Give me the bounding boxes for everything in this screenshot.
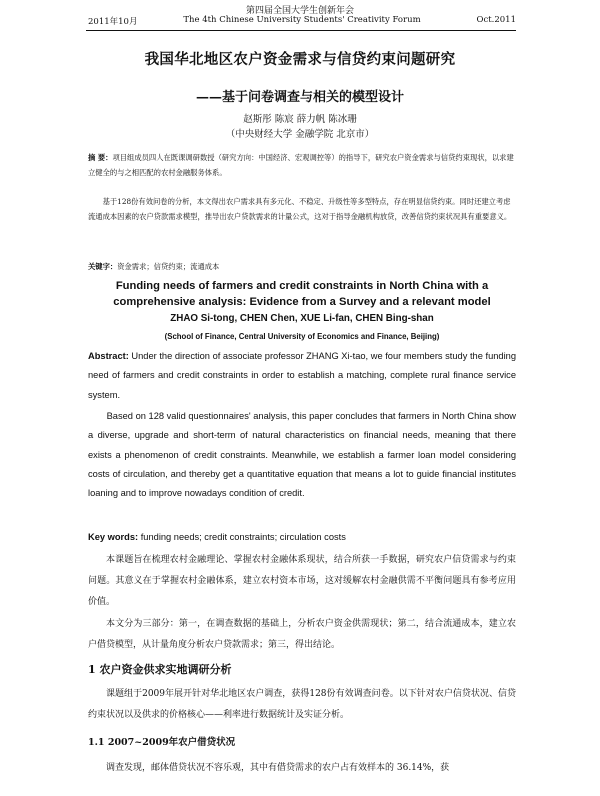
abstract-cn-p1 [88, 150, 516, 180]
english-title: Funding needs of farmers and credit constraints in North China with a comprehensive analysis: Evidence from a Survey and a relevant model [113, 280, 491, 308]
section-1-heading: 1 农户资金供求实地调研分析 [88, 663, 232, 676]
section-1-p1: 课题组于2009年展开针对华北地区农户调查，获得128份有效调查问卷。以下针对农户信贷状况、信贷约束状况以及供求的价格核心——利率进行数据统计及实证分析。 [88, 689, 516, 720]
abstract-en-text-1: Under the direction of associate professor ZHANG Xi-tao, we four members study the funding need of farmers and credit constraints in order to establish a matching, complete rural finance service system. [88, 351, 516, 400]
keywords-en-label: Key words: [88, 532, 139, 542]
english-authors: ZHAO Si-tong, CHEN Chen, XUE Li-fan, CHEN Bing-shan [170, 313, 434, 324]
header-date-cn: 2011年10月 [88, 17, 138, 27]
paper-subtitle: ——基于问卷调查与相关的模型设计 [195, 90, 404, 105]
abstract-cn-text-1: 项目组成员四人在既课调研数授（研究方向：中国经济、宏观调控等）的指导下，研究农户资金需求与信贷约束现状，以求建立健全的与之相匹配的农村金融服务体系。 [88, 153, 514, 177]
abstract-cn-label: 摘 要： [88, 153, 113, 162]
paper-title: 我国华北地区农户资金需求与信贷约束问题研究 [144, 51, 456, 68]
affiliation-cn: （中央财经大学 金融学院 北京市） [225, 129, 375, 140]
abstract-en-label: Abstract: [88, 351, 129, 361]
authors-cn: 赵斯彤 陈宸 薛力帆 陈冰珊 [243, 114, 357, 125]
keywords-en-text: funding needs; credit constraints; circulation costs [140, 532, 346, 542]
keywords-cn [88, 259, 516, 274]
header-date-en: Oct.2011 [476, 15, 516, 25]
running-header-conference: 第四届全国大学生创新年会 [245, 6, 354, 16]
header-rule [86, 30, 516, 31]
header-conference-en: The 4th Chinese University Students' Creativity Forum [183, 15, 421, 25]
abstract-cn-p2: 基于128份有效问卷的分析，本文得出农户需求具有多元化、不稳定、升级性等多型特点，存在明显信贷约束。同时还建立考虑流通成本因素的农户贷款需求模型，推导出农户贷款需求的计量公式，这对于指导金融机构放贷，改善信贷约束状况具有重要意义。 [88, 197, 512, 221]
keywords-cn-label: 关键字： [88, 262, 118, 271]
english-affiliation: (School of Finance, Central University of Economics and Finance, Beijing) [164, 332, 440, 341]
section-1-1-heading: 1.1 2007~2009年农户借贷状况 [88, 737, 236, 748]
intro-p2: 本文分为三部分：第一，在调查数据的基础上，分析农户资金供需现状；第二，结合流通成本，建立农户借贷模型，从计量角度分析农户贷款需求；第三，得出结论。 [88, 619, 516, 650]
abstract-en-p1 [88, 347, 516, 405]
section-1-1-p1: 调查发现，邮体借贷状况不容乐观，其中有借贷需求的农户占有效样本的 36.14%，获 [106, 763, 450, 773]
abstract-en-p2: Based on 128 valid questionnaires' analysis, this paper concludes that farmers in North China show a diverse, upgrade and short-term of natural characteristics on financial needs, meaning that there exists a phenomenon of credit constraints. Meanwhile, we establish a farmer loan model considering costs of circulation, and thereby get a quantitative equation that means a lot to guide financial institutes loaning and to improve nowadays condition of credit. [88, 411, 516, 499]
keywords-en [88, 532, 516, 542]
keywords-cn-text: 资金需求；信贷约束；流通成本 [117, 262, 220, 271]
intro-p1: 本课题旨在梳理农村金融理论、掌握农村金融体系现状，结合所获一手数据，研究农户信贷需求与约束问题。其意义在于掌握农村金融体系，建立农村资本市场，这对缓解农村金融供需不平衡问题具有参考应用价值。 [88, 555, 516, 607]
